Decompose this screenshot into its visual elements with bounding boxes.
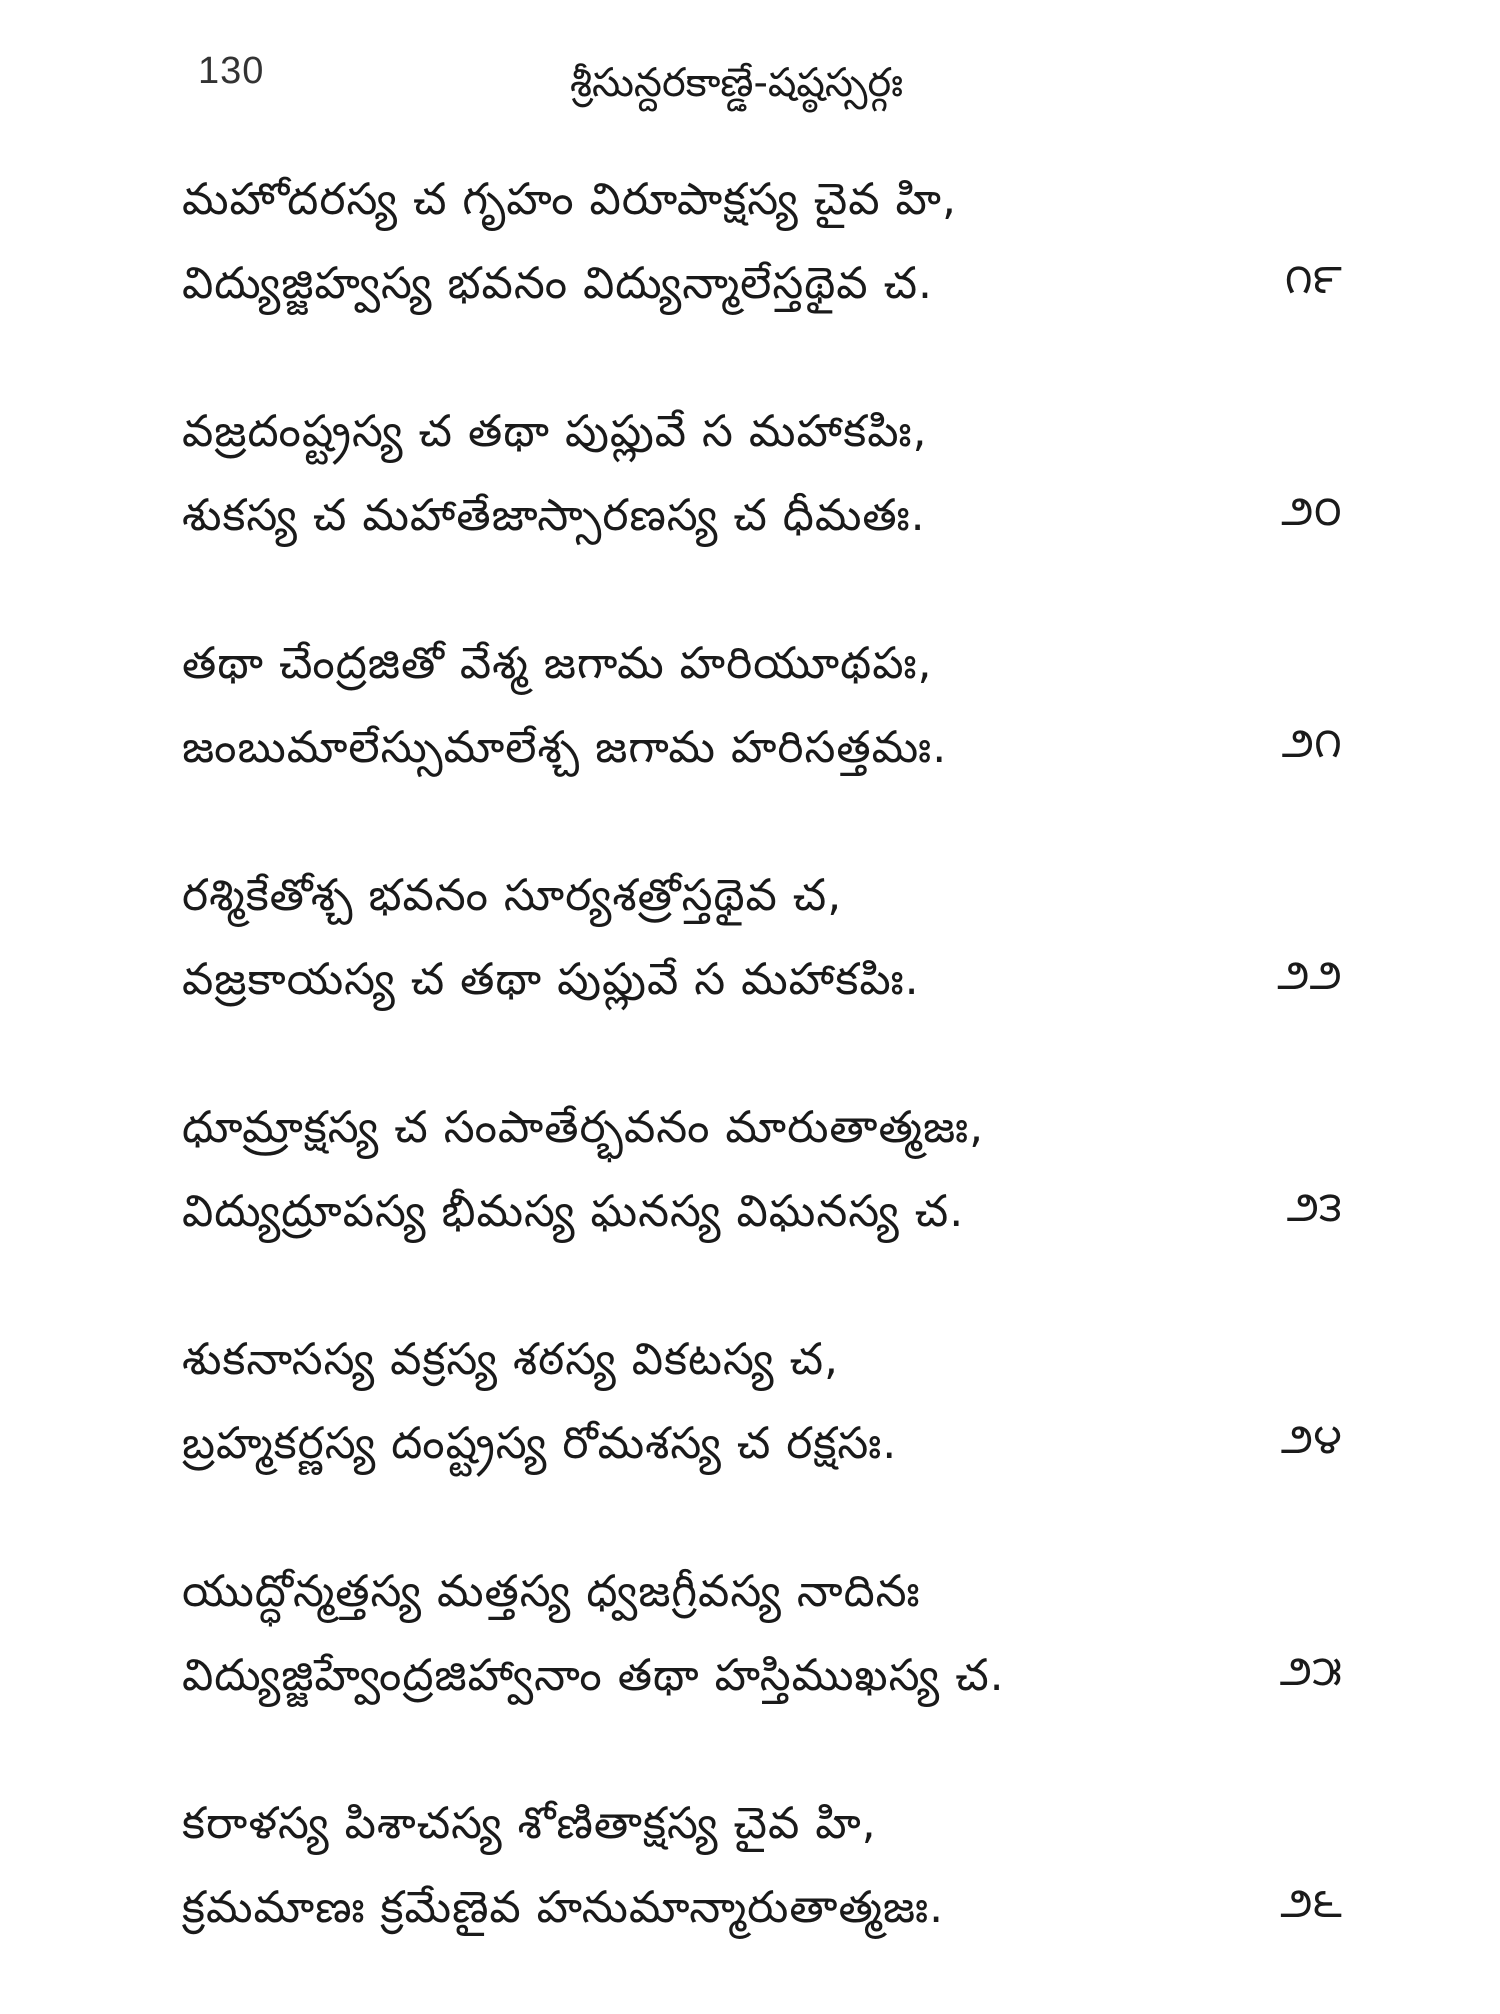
verse (182, 158, 1362, 390)
verse-number: ౨౧ (1281, 718, 1342, 767)
verse-line: యుద్ధోన్మత్తస్య మత్తస్య ధ్వజగ్రీవస్య నాదినః (182, 1566, 921, 1617)
verse (182, 622, 1362, 854)
verse (182, 1086, 1362, 1318)
verse-line: వజ్రకాయస్య చ తథా పుప్లువే స మహాకపిః. (182, 954, 920, 1005)
running-head: శ్రీసున్దరకాణ్డే-షష్ఠస్సర్గః (570, 60, 904, 106)
verse-list (182, 158, 1362, 2014)
verse-line: శుకస్య చ మహాతేజాస్సారణస్య చ ధీమతః. (182, 490, 926, 541)
verse-line: బ్రహ్మకర్ణస్య దంష్ట్రస్య రోమశస్య చ రక్షసః. (182, 1418, 898, 1469)
verse (182, 1782, 1362, 2014)
verse (182, 1550, 1362, 1782)
verse-line: శుకనాసస్య వక్రస్య శఠస్య వికటస్య చ, (182, 1334, 839, 1385)
verse-line: వజ్రదంష్ట్రస్య చ తథా పుప్లువే స మహాకపిః, (182, 406, 928, 457)
page-number: 130 (198, 50, 265, 92)
verse-line: విద్యుద్రూపస్య భీమస్య ఘనస్య విఘనస్య చ. (182, 1186, 965, 1237)
verse-number: ౨౪ (1280, 1414, 1342, 1463)
verse-line: ధూమ్రాక్షస్య చ సంపాతేర్భవనం మారుతాత్మజః, (182, 1102, 985, 1153)
verse (182, 1318, 1362, 1550)
verse-line: జంబుమాలేస్సుమాలేశ్చ జగామ హరిసత్తమః. (182, 722, 948, 773)
verse-line: విద్యుజ్జిహ్వేంద్రజిహ్వానాం తథా హస్తిముఖస్య చ. (182, 1650, 1005, 1701)
verse-number: ౨౦ (1281, 486, 1342, 535)
verse-number: ౨౫ (1279, 1646, 1342, 1695)
verse-line: క్రమమాణః క్రమేణైవ హనుమాన్మారుతాత్మజః. (182, 1882, 945, 1933)
verse-line: కరాళస్య పిశాచస్య శోణితాక్షస్య చైవ హి, (182, 1798, 877, 1849)
verse-line: మహోదరస్య చ గృహం విరూపాక్షస్య చైవ హి, (182, 174, 957, 225)
verse-line: తథా చేంద్రజితో వేశ్మ జగామ హరియూథపః, (182, 638, 933, 689)
verse (182, 854, 1362, 1086)
verse (182, 390, 1362, 622)
verse-number: ౨౬ (1280, 1878, 1342, 1927)
verse-number: ౨౩ (1286, 1182, 1342, 1231)
verse-line: విద్యుజ్జిహ్వస్య భవనం విద్యున్మాలేస్తథైవ చ. (182, 258, 933, 309)
verse-line: రశ్మికేతోశ్చ భవనం సూర్యశత్రోస్తథైవ చ, (182, 870, 843, 921)
verse-number: ౧౯ (1284, 254, 1342, 303)
verse-number: ౨౨ (1277, 950, 1342, 999)
